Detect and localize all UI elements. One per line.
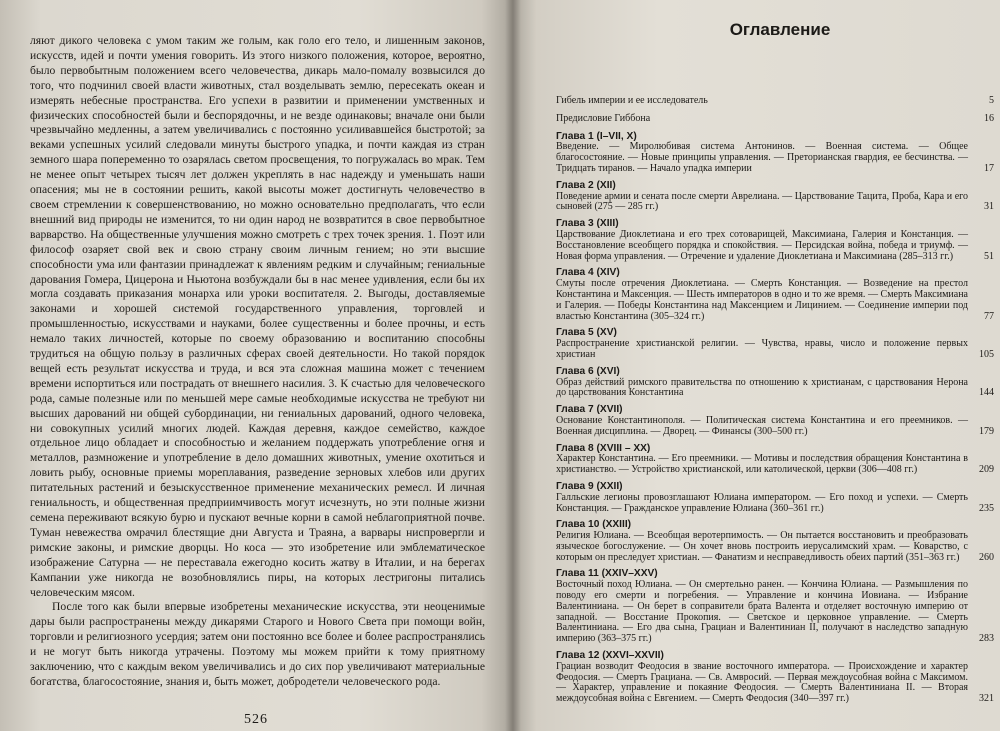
chapter-page: 144 bbox=[979, 387, 994, 399]
chapter-description: Характер Константина. — Его преемники. — Мотивы и последствия обращения Константина в христианство. — Устройство христианской, или католической, церкви (306—408 гг.) bbox=[556, 453, 968, 476]
chapter-page: 321 bbox=[979, 693, 994, 705]
main-text bbox=[30, 34, 485, 690]
toc-chapter bbox=[556, 482, 994, 514]
chapter-description: Образ действий римского правительства по отношению к христианам, с царствования Нерона до царствования Константина bbox=[556, 376, 968, 399]
toc-chapter bbox=[556, 268, 994, 322]
table-of-contents bbox=[556, 96, 994, 711]
chapter-page: 283 bbox=[979, 633, 994, 645]
chapter-heading: Глава 10 (XXIII) bbox=[556, 519, 632, 531]
chapter-page: 209 bbox=[979, 464, 994, 476]
toc-entry bbox=[556, 114, 994, 125]
paragraph: ляют дикого человека с умом таким же голым, как голо его тело, и лишенным законов, искусств, идей и почти умения говорить. Из этого низкого положения, которое, вероятно, было первобытным положением всего человечества, дикарь мало-помалу возвысился до того, что подчинил своей власти животных, стал возделывать землю, пересекать океан и измерять небесные пространства. Его успехи в развитии и применении умственных и физических способностей были и беспорядочны, и не везде одинаковы; вначале они были чрезвычайно медленны, а затем увеличивались с постоянно усиливавшейся быстротой; за веками успешных усилий следовали минуты быстрого упадка, и почти каждая из стран земного шара попеременно то озарялась светом просвещения, то погружалась во мрак. Тем не менее опыт четырех тысяч лет должен укреплять в нас надежду и уменьшать наши опасения; мы не в состоянии решить, какой высоты может достигнуть человечество в своем стремлении к совершенствованию, но можно основательно предполагать, что если внешний вид природы не изменится, то ни один народ не возвратится в свое первобытное варварство. На общественные улучшения можно смотреть с трех точек зрения. 1. Поэт или философ озаряет свой век и свою страну своим личным гением; но эти высшие способности ума или фантазии принадлежат к явлениям редким и случайным; гениальные дарования Гомера, Цицерона и Ньютона возбуждали бы в нас менее удивления, если бы их могла создавать приказания монарха или уроки воспитателя. 2. Выгоды, доставляемые законами и хорошей системой государственного управления, торговлей и промышленностью, искусствами и науками, более существенны и более прочны, и есть немало таких личностей, которые по своему образованию и воспитанию способны трудиться на общую пользу в различных сферах своей деятельности. Но такой порядок вещей есть результат искусства и труда, и вся эта сложная машина может с течением времени испортиться или пострадать от внешнего насилия. 3. К счастью для человеческого рода, самые полезные или по меньшей мере самые необходимые искусства не требуют ни высших дарований ни общей субординации, ни гениальных дарований, одного человека, ни совокупных усилий многих людей. Каждая деревня, каждое семейство, каждое отдельное лицо обладает и способностью и желанием поддержать употребление огня и металлов, размножение и употребление в дело домашних животных, умение охотиться и ловить рыбу, основные приемы мореплавания, разведение зерновых хлебов или других питательных растений и безыскусственное применение механических ремесл. И личная гениальность, и общественная предприимчивость могут исчезнуть, но эти полные жизни семена переживают всякую бурю и пускают вечные корни в самой неблагоприятной почве. Туман невежества омрачил блестящие дни Августа и Траяна, а варвары ниспровергли и римские законы, и римские дворцы. Но коса — это изобретение или эмблематическое изображение Сатурна — не переставала ежегодно косить жатву в Италии, и на берегах Кампании уже никогда не возобновлялись пиры, на которых лестригоны питались человеческим мясом. bbox=[30, 34, 485, 599]
chapter-heading: Глава 4 (XIV) bbox=[556, 267, 620, 279]
toc-chapter bbox=[556, 405, 994, 437]
chapter-page: 31 bbox=[984, 201, 994, 213]
toc-entry-page: 16 bbox=[984, 112, 994, 124]
chapter-heading: Глава 9 (XXII) bbox=[556, 480, 623, 492]
chapter-heading: Глава 6 (XVI) bbox=[556, 365, 620, 377]
chapter-description: Царствование Диоклетиана и его трех сотоварищей, Максимиана, Галерия и Констанция. — Восстановление всеобщего порядка и спокойствия. — Персидская война, победа и триумф. — Новая форма управления. — Отречение и удаление Диоклетиана и Максимиана (285–313 гг.) bbox=[556, 228, 968, 262]
toc-chapter bbox=[556, 219, 994, 262]
page-number: 526 bbox=[244, 712, 268, 727]
chapter-heading: Глава 8 (XVIII – XX) bbox=[556, 442, 651, 454]
chapter-page: 17 bbox=[984, 162, 994, 174]
toc-chapter bbox=[556, 132, 994, 175]
toc-chapter bbox=[556, 181, 994, 213]
chapter-description: Восточный поход Юлиана. — Он смертельно ранен. — Кончина Юлиана. — Размышления по поводу его смерти и погребения. — Управление и кончина Иовиана. — Избрание Валентиниана. — Он берет в соправители брата Валента и отделяет восточную империю от западной. — Восстание Прокопия. — Светское и церковное управление. — Смерть Валентиниана. — Его два сына, Грациан и Валентиниан II, получают в наследство западную империю (363–375 гг.) bbox=[556, 579, 968, 645]
chapter-page: 51 bbox=[984, 250, 994, 262]
chapter-page: 77 bbox=[984, 310, 994, 322]
toc-chapter bbox=[556, 444, 994, 476]
chapter-heading: Глава 3 (XIII) bbox=[556, 218, 619, 230]
chapter-description: Распространение христианской религии. — Чувства, нравы, число и положение первых христиан bbox=[556, 338, 968, 360]
toc-chapter bbox=[556, 569, 994, 645]
chapter-description: Смуты после отречения Диоклетиана. — Смерть Констанция. — Возведение на престол Константина и Максенция. — Шесть императоров в одно и то же время. — Смерть Максимиана и Галерия. — Победы Константина над Максенцием и Лицинием. — Соединение империи под властью Константина (305–324 гг.) bbox=[556, 278, 968, 322]
front-matter bbox=[556, 96, 994, 125]
chapter-page: 179 bbox=[979, 425, 994, 437]
toc-entry-label: Гибель империи и ее исследователь bbox=[556, 95, 708, 106]
chapter-description: Поведение армии и сената после смерти Аврелиана. — Царствование Тацита, Проба, Кара и его сыновей (275 — 285 гг.) bbox=[556, 190, 968, 213]
toc-chapter bbox=[556, 520, 994, 563]
chapter-heading: Глава 11 (XXIV–XXV) bbox=[556, 568, 658, 580]
book-gutter-shadow bbox=[505, 0, 521, 731]
chapter-heading: Глава 1 (I–VII, X) bbox=[556, 130, 637, 142]
chapter-page: 105 bbox=[979, 348, 994, 360]
toc-chapter bbox=[556, 328, 994, 360]
toc-entry bbox=[556, 96, 994, 107]
chapter-description: Основание Константинополя. — Политическая система Константина и его преемников. — Военная дисциплина. — Дворец. — Финансы (300–500 гг.) bbox=[556, 414, 968, 437]
chapter-description: Введение. — Миролюбивая система Антонинов. — Военная система. — Общее благосостояние. — Новые принципы управления. — Преторианская гвардия, ее бесчинства. — Тридцать тиранов. — Начало упадка империи bbox=[556, 141, 968, 174]
toc-entry-label: Предисловие Гиббона bbox=[556, 112, 651, 124]
right-page bbox=[512, 0, 1000, 731]
chapter-description: Религия Юлиана. — Всеобщая веротерпимость. — Он пытается восстановить и преобразовать языческое богослужение. — Он хочет вновь построить иерусалимский храм. — Коварство, с которым он преследует христиан. — Фанатизм и несправедливость обеих партий (351–363 гг.) bbox=[556, 530, 968, 563]
chapter-heading: Глава 7 (XVII) bbox=[556, 404, 623, 416]
chapter-page: 260 bbox=[979, 551, 994, 563]
chapter-page: 235 bbox=[979, 502, 994, 514]
paragraph: После того как были впервые изобретены механические искусства, эти неоценимые дары были распространены между дикарями Старого и Нового Света при помощи войн, торговли и религиозного усердия; затем они постоянно все более и более распространялись и не могут быть никогда утрачены. Поэтому мы можем прийти к тому приятному заключению, что с каждым веком увеличивались и до сих пор увеличивают материальные богатства, благосостояние, знания и, быть может, добродетели человеческого рода. bbox=[30, 600, 485, 688]
toc-entry-page: 5 bbox=[989, 95, 994, 106]
chapter-heading: Глава 12 (XXVI–XXVII) bbox=[556, 650, 664, 662]
toc-chapter bbox=[556, 367, 994, 399]
toc-chapter bbox=[556, 651, 994, 705]
chapter-heading: Глава 2 (XII) bbox=[556, 179, 616, 191]
chapter-heading: Глава 5 (XV) bbox=[556, 327, 617, 339]
chapter-description: Грациан возводит Феодосия в звание восточного императора. — Происхождение и характер Феодосия. — Смерть Грациана. — Св. Амвросий. — Первая междоусобная война с Максимом. — Характер, управление и покаяние Феодосия. — Смерть Валентиниана II. — Вторая междоусобная война с Евгением. — Смерть Феодосия (340—397 гг.) bbox=[556, 660, 968, 705]
chapter-description: Галльские легионы провозглашают Юлиана императором. — Его поход и успехи. — Смерть Констанция. — Гражданское управление Юлиана (360–361 гг.) bbox=[556, 491, 968, 514]
toc-title: Оглавление bbox=[729, 20, 831, 39]
